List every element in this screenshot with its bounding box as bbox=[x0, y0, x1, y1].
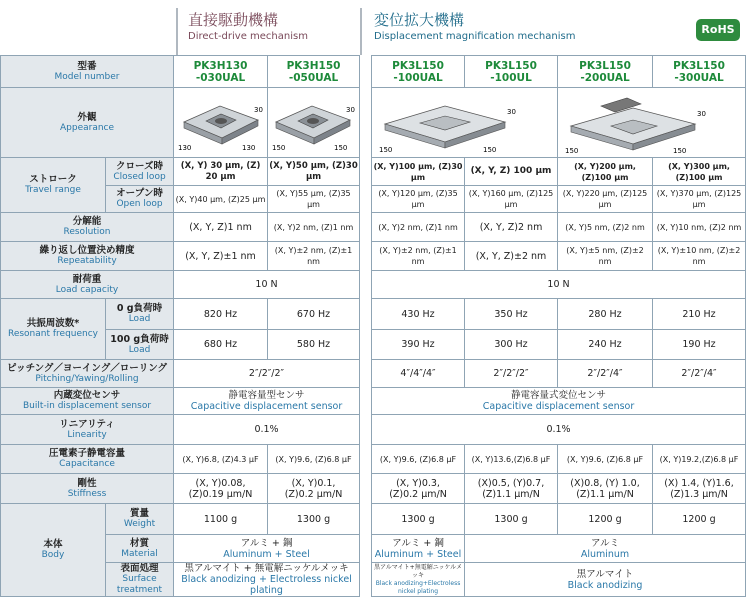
model-row bbox=[1, 56, 746, 88]
linearity-value: 0.1% bbox=[174, 415, 360, 445]
sensor-row bbox=[1, 388, 746, 415]
resolution-label: 分解能 Resolution bbox=[1, 213, 174, 242]
resolution-value: (X, Y)2 nm, (Z)1 nm bbox=[268, 213, 360, 242]
repeatability-value: (X, Y, Z)±2 nm bbox=[465, 242, 558, 271]
repeatability-row bbox=[1, 242, 746, 271]
capacitance-value: (X, Y)9.6, (Z)6.8 μF bbox=[558, 445, 653, 474]
load100-label: 100 g負荷時 Load bbox=[106, 330, 174, 360]
open-value: (X, Y)40 μm, (Z)25 μm bbox=[174, 186, 268, 213]
freq-value: 300 Hz bbox=[465, 330, 558, 360]
freq0-row bbox=[1, 299, 746, 330]
freq-value: 210 Hz bbox=[653, 299, 746, 330]
group-gap bbox=[360, 56, 372, 597]
resonant-label: 共振周波数* Resonant frequency bbox=[1, 299, 106, 360]
pitch-value: 4″/4″/4″ bbox=[372, 360, 465, 388]
weight-value: 1300 g bbox=[268, 504, 360, 535]
svg-text:150: 150 bbox=[271, 143, 285, 152]
sensor-label: 内蔵変位センサ Built-in displacement sensor bbox=[1, 388, 174, 415]
svg-text:130: 130 bbox=[177, 143, 191, 152]
freq-value: 430 Hz bbox=[372, 299, 465, 330]
model-name: PK3L150 -100UL bbox=[465, 56, 558, 88]
linearity-label: リニアリティ Linearity bbox=[1, 415, 174, 445]
pitch-row bbox=[1, 360, 746, 388]
freq-value: 670 Hz bbox=[268, 299, 360, 330]
load-value: 10 N bbox=[372, 271, 746, 299]
model-name: PK3L150 -200UAL bbox=[558, 56, 653, 88]
freq100-row bbox=[1, 330, 746, 360]
divider bbox=[360, 8, 362, 55]
open-value: (X, Y)370 μm, (Z)125 μm bbox=[653, 186, 746, 213]
model-name: PK3L150 -300UAL bbox=[653, 56, 746, 88]
weight-value: 1200 g bbox=[558, 504, 653, 535]
svg-text:150: 150 bbox=[378, 145, 392, 154]
stiffness-label: 剛性 Stiffness bbox=[1, 474, 174, 504]
surface-value: 黒アルマイト+無電解ニッケルメッキ Black anodizing+Electroless nickel plating bbox=[372, 563, 465, 597]
material-value: アルミ + 鋼 Aluminum + Steel bbox=[372, 535, 465, 563]
resolution-value: (X, Y, Z)1 nm bbox=[174, 213, 268, 242]
group-title-jp: 変位拡大機構 bbox=[374, 11, 465, 29]
pitch-value: 2″/2″/2″ bbox=[465, 360, 558, 388]
capacitance-value: (X, Y)9.6, (Z)6.8 μF bbox=[268, 445, 360, 474]
material-value: アルミ + 鋼 Aluminum + Steel bbox=[174, 535, 360, 563]
surface-value: 黒アルマイト + 無電解ニッケルメッキ Black anodizing + Electroless nickel plating bbox=[174, 563, 360, 597]
stiffness-value: (X)0.8, (Y) 1.0, (Z)1.1 μm/N bbox=[558, 474, 653, 504]
closed-value: (X, Y)100 μm, (Z)30 μm bbox=[372, 158, 465, 186]
model-label: 型番 Model number bbox=[1, 56, 174, 88]
open-value: (X, Y)55 μm, (Z)35 μm bbox=[268, 186, 360, 213]
capacitance-value: (X, Y)9.6, (Z)6.8 μF bbox=[372, 445, 465, 474]
stage-image bbox=[372, 88, 558, 158]
stiffness-value: (X, Y)0.3, (Z)0.2 μm/N bbox=[372, 474, 465, 504]
capacitance-value: (X, Y)13.6,(Z)6.8 μF bbox=[465, 445, 558, 474]
capacitance-row bbox=[1, 445, 746, 474]
material-label: 材質 Material bbox=[106, 535, 174, 563]
repeatability-value: (X, Y)±2 nm, (Z)±1 nm bbox=[268, 242, 360, 271]
open-value: (X, Y)120 μm, (Z)35 μm bbox=[372, 186, 465, 213]
closed-loop-label: クローズ時 Closed loop bbox=[106, 158, 174, 186]
capacitance-value: (X, Y)19.2,(Z)6.8 μF bbox=[653, 445, 746, 474]
closed-value: (X, Y)50 μm, (Z)30 μm bbox=[268, 158, 360, 186]
model-name: PK3H130 -030UAL bbox=[174, 56, 268, 88]
rohs-badge: RoHS bbox=[696, 19, 740, 41]
svg-text:30: 30 bbox=[253, 105, 263, 114]
open-value: (X, Y)160 μm, (Z)125 μm bbox=[465, 186, 558, 213]
svg-text:150: 150 bbox=[564, 146, 578, 154]
svg-text:150: 150 bbox=[482, 145, 496, 154]
pitch-value: 2″/2″/4″ bbox=[558, 360, 653, 388]
stage-drawing bbox=[375, 92, 555, 154]
pitch-label: ピッチング／ヨーイング／ローリング Pitching/Yawing/Rolling bbox=[1, 360, 174, 388]
surface-label: 表面処理 Surface treatment bbox=[106, 563, 174, 597]
open-value: (X, Y)220 μm, (Z)125 μm bbox=[558, 186, 653, 213]
svg-text:130: 130 bbox=[241, 143, 255, 152]
weight-value: 1300 g bbox=[372, 504, 465, 535]
freq-value: 820 Hz bbox=[174, 299, 268, 330]
sensor-value: 静電容量型センサ Capacitive displacement sensor bbox=[174, 388, 360, 415]
stage-image bbox=[174, 88, 268, 158]
surface-row bbox=[1, 563, 746, 597]
travel-open-row bbox=[1, 186, 746, 213]
resolution-value: (X, Y)2 nm, (Z)1 nm bbox=[372, 213, 465, 242]
svg-text:30: 30 bbox=[506, 107, 516, 116]
repeatability-value: (X, Y, Z)±1 nm bbox=[174, 242, 268, 271]
resolution-value: (X, Y)10 nm, (Z)2 nm bbox=[653, 213, 746, 242]
freq-value: 190 Hz bbox=[653, 330, 746, 360]
travel-closed-row bbox=[1, 158, 746, 186]
stage-drawing bbox=[270, 92, 358, 154]
open-loop-label: オープン時 Open loop bbox=[106, 186, 174, 213]
weight-value: 1200 g bbox=[653, 504, 746, 535]
svg-text:30: 30 bbox=[696, 109, 706, 118]
resolution-value: (X, Y, Z)2 nm bbox=[465, 213, 558, 242]
stage-drawing bbox=[176, 92, 266, 154]
closed-value: (X, Y)300 μm, (Z)100 μm bbox=[653, 158, 746, 186]
stiffness-row bbox=[1, 474, 746, 504]
closed-value: (X, Y) 30 μm, (Z) 20 μm bbox=[174, 158, 268, 186]
weight-label: 質量 Weight bbox=[106, 504, 174, 535]
closed-value: (X, Y)200 μm, (Z)100 μm bbox=[558, 158, 653, 186]
closed-value: (X, Y, Z) 100 μm bbox=[465, 158, 558, 186]
sensor-value: 静電容量式変位センサ Capacitive displacement sensor bbox=[372, 388, 746, 415]
material-value: アルミ Aluminum bbox=[465, 535, 746, 563]
weight-value: 1300 g bbox=[465, 504, 558, 535]
stiffness-value: (X) 1.4, (Y)1.6, (Z)1.3 μm/N bbox=[653, 474, 746, 504]
appearance-row bbox=[1, 88, 746, 158]
freq-value: 350 Hz bbox=[465, 299, 558, 330]
group-title-en: Displacement magnification mechanism bbox=[374, 31, 576, 42]
spec-table bbox=[0, 55, 746, 597]
model-name: PK3L150 -100UAL bbox=[372, 56, 465, 88]
capacitance-value: (X, Y)6.8, (Z)4.3 μF bbox=[174, 445, 268, 474]
stage-image bbox=[268, 88, 360, 158]
load-label: 耐荷重 Load capacity bbox=[1, 271, 174, 299]
linearity-row bbox=[1, 415, 746, 445]
linearity-value: 0.1% bbox=[372, 415, 746, 445]
weight-row bbox=[1, 504, 746, 535]
freq-value: 580 Hz bbox=[268, 330, 360, 360]
svg-text:150: 150 bbox=[333, 143, 347, 152]
stiffness-value: (X, Y)0.1, (Z)0.2 μm/N bbox=[268, 474, 360, 504]
freq-value: 680 Hz bbox=[174, 330, 268, 360]
direct-drive-group-title bbox=[188, 11, 308, 44]
repeatability-label: 繰り返し位置決め精度 Repeatability bbox=[1, 242, 174, 271]
weight-value: 1100 g bbox=[174, 504, 268, 535]
divider bbox=[176, 8, 178, 55]
load-row bbox=[1, 271, 746, 299]
freq-value: 280 Hz bbox=[558, 299, 653, 330]
repeatability-value: (X, Y)±10 nm, (Z)±2 nm bbox=[653, 242, 746, 271]
svg-text:150: 150 bbox=[672, 146, 686, 154]
travel-label: ストローク Travel range bbox=[1, 158, 106, 213]
model-name: PK3H150 -050UAL bbox=[268, 56, 360, 88]
surface-value: 黒アルマイト Black anodizing bbox=[465, 563, 746, 597]
group-title-jp: 直接駆動機構 bbox=[188, 11, 279, 29]
pitch-value: 2″/2″/4″ bbox=[653, 360, 746, 388]
svg-text:30: 30 bbox=[345, 105, 355, 114]
freq-value: 240 Hz bbox=[558, 330, 653, 360]
pitch-value: 2″/2″/2″ bbox=[174, 360, 360, 388]
load-value: 10 N bbox=[174, 271, 360, 299]
resolution-value: (X, Y)5 nm, (Z)2 nm bbox=[558, 213, 653, 242]
resolution-row bbox=[1, 213, 746, 242]
capacitance-label: 圧電素子静電容量 Capacitance bbox=[1, 445, 174, 474]
stiffness-value: (X)0.5, (Y)0.7, (Z)1.1 μm/N bbox=[465, 474, 558, 504]
group-title-en: Direct-drive mechanism bbox=[188, 31, 308, 42]
repeatability-value: (X, Y)±2 nm, (Z)±1 nm bbox=[372, 242, 465, 271]
displacement-group-title bbox=[374, 11, 575, 44]
load0-label: 0 g負荷時 Load bbox=[106, 299, 174, 330]
body-label: 本体 Body bbox=[1, 504, 106, 597]
freq-value: 390 Hz bbox=[372, 330, 465, 360]
repeatability-value: (X, Y)±5 nm, (Z)±2 nm bbox=[558, 242, 653, 271]
stage-image bbox=[558, 88, 746, 158]
stage-drawing bbox=[561, 92, 743, 154]
appearance-label: 外観 Appearance bbox=[1, 88, 174, 158]
stiffness-value: (X, Y)0.08, (Z)0.19 μm/N bbox=[174, 474, 268, 504]
material-row bbox=[1, 535, 746, 563]
